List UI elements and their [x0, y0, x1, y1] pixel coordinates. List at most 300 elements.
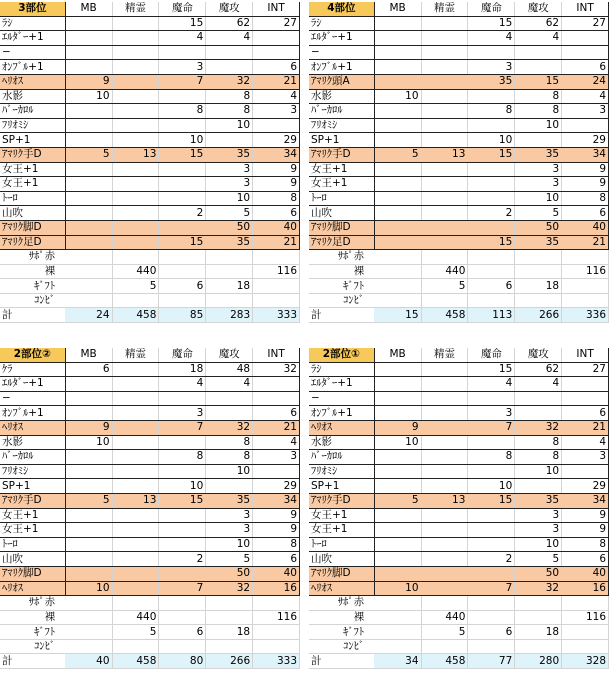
- value-cell[interactable]: 4: [468, 377, 515, 392]
- value-cell[interactable]: 2: [159, 206, 206, 221]
- value-cell[interactable]: 50: [206, 566, 253, 581]
- value-cell[interactable]: 3: [562, 450, 609, 465]
- value-cell[interactable]: 10: [65, 435, 112, 450]
- value-cell[interactable]: [374, 391, 421, 406]
- value-cell[interactable]: [159, 250, 206, 265]
- item-name-cell[interactable]: ｴﾙﾀﾞｰ+1: [0, 31, 65, 46]
- value-cell[interactable]: [65, 235, 112, 250]
- value-cell[interactable]: [421, 596, 468, 611]
- value-cell[interactable]: 10: [515, 191, 562, 206]
- column-header[interactable]: MB: [65, 348, 112, 362]
- item-name-cell[interactable]: SP+1: [0, 479, 65, 494]
- value-cell[interactable]: [159, 162, 206, 177]
- extra-name-cell[interactable]: ｻﾎﾟ赤: [0, 250, 65, 265]
- value-cell[interactable]: [421, 250, 468, 265]
- value-cell[interactable]: 7: [159, 74, 206, 89]
- value-cell[interactable]: 9: [374, 420, 421, 435]
- item-name-cell[interactable]: ｱﾏﾘｸ脚D: [0, 220, 65, 235]
- value-cell[interactable]: [253, 596, 300, 611]
- value-cell[interactable]: 7: [468, 420, 515, 435]
- value-cell[interactable]: [112, 479, 159, 494]
- item-name-cell[interactable]: SP+1: [309, 479, 374, 494]
- value-cell[interactable]: 3: [515, 162, 562, 177]
- value-cell[interactable]: 6: [253, 60, 300, 75]
- item-name-cell[interactable]: ｱﾏﾘｸ頭A: [309, 74, 374, 89]
- item-name-cell[interactable]: 女王+1: [309, 508, 374, 523]
- value-cell[interactable]: 27: [562, 16, 609, 31]
- value-cell[interactable]: 18: [159, 362, 206, 377]
- value-cell[interactable]: 8: [253, 191, 300, 206]
- value-cell[interactable]: 50: [206, 220, 253, 235]
- total-value-cell[interactable]: 458: [112, 308, 159, 323]
- value-cell[interactable]: [65, 264, 112, 279]
- total-value-cell[interactable]: 333: [253, 654, 300, 669]
- column-header[interactable]: MB: [374, 2, 421, 16]
- item-name-cell[interactable]: −: [309, 391, 374, 406]
- value-cell[interactable]: [562, 464, 609, 479]
- value-cell[interactable]: [159, 293, 206, 308]
- item-name-cell[interactable]: ﾌﾘｵﾐｼ: [0, 118, 65, 133]
- value-cell[interactable]: [421, 220, 468, 235]
- value-cell[interactable]: [421, 31, 468, 46]
- total-value-cell[interactable]: 280: [515, 654, 562, 669]
- value-cell[interactable]: [159, 464, 206, 479]
- value-cell[interactable]: [374, 450, 421, 465]
- value-cell[interactable]: [112, 89, 159, 104]
- value-cell[interactable]: [206, 293, 253, 308]
- total-value-cell[interactable]: 283: [206, 308, 253, 323]
- value-cell[interactable]: [468, 610, 515, 625]
- value-cell[interactable]: 15: [468, 147, 515, 162]
- value-cell[interactable]: 8: [468, 104, 515, 119]
- value-cell[interactable]: 50: [515, 220, 562, 235]
- value-cell[interactable]: [562, 293, 609, 308]
- value-cell[interactable]: [421, 133, 468, 148]
- value-cell[interactable]: [112, 133, 159, 148]
- total-value-cell[interactable]: 336: [562, 308, 609, 323]
- value-cell[interactable]: 6: [468, 625, 515, 640]
- value-cell[interactable]: [421, 566, 468, 581]
- value-cell[interactable]: [65, 566, 112, 581]
- value-cell[interactable]: 29: [253, 133, 300, 148]
- value-cell[interactable]: [65, 537, 112, 552]
- value-cell[interactable]: 13: [112, 147, 159, 162]
- value-cell[interactable]: [112, 362, 159, 377]
- value-cell[interactable]: [515, 610, 562, 625]
- value-cell[interactable]: [253, 377, 300, 392]
- value-cell[interactable]: [206, 60, 253, 75]
- item-name-cell[interactable]: ﾌﾘｵﾐｼ: [0, 464, 65, 479]
- value-cell[interactable]: 32: [253, 362, 300, 377]
- item-name-cell[interactable]: SP+1: [0, 133, 65, 148]
- value-cell[interactable]: 8: [515, 104, 562, 119]
- item-name-cell[interactable]: 山吹: [309, 552, 374, 567]
- column-header[interactable]: 魔攻: [515, 348, 562, 362]
- value-cell[interactable]: [468, 264, 515, 279]
- value-cell[interactable]: [206, 596, 253, 611]
- value-cell[interactable]: 6: [468, 279, 515, 294]
- column-header[interactable]: 精霊: [421, 348, 468, 362]
- value-cell[interactable]: [159, 264, 206, 279]
- item-name-cell[interactable]: ｵﾝﾌﾞﾙ+1: [309, 406, 374, 421]
- value-cell[interactable]: [112, 537, 159, 552]
- item-name-cell[interactable]: ｱﾏﾘｸ足D: [0, 235, 65, 250]
- value-cell[interactable]: [159, 177, 206, 192]
- value-cell[interactable]: [65, 293, 112, 308]
- value-cell[interactable]: [112, 420, 159, 435]
- value-cell[interactable]: 50: [515, 566, 562, 581]
- value-cell[interactable]: 440: [421, 264, 468, 279]
- value-cell[interactable]: [65, 639, 112, 654]
- value-cell[interactable]: 116: [253, 264, 300, 279]
- column-header[interactable]: 魔命: [468, 2, 515, 16]
- value-cell[interactable]: [65, 16, 112, 31]
- value-cell[interactable]: [562, 31, 609, 46]
- value-cell[interactable]: [374, 31, 421, 46]
- value-cell[interactable]: 4: [562, 435, 609, 450]
- value-cell[interactable]: [468, 118, 515, 133]
- value-cell[interactable]: 5: [112, 625, 159, 640]
- extra-name-cell[interactable]: ｷﾞﾌﾄ: [0, 279, 65, 294]
- column-header[interactable]: 魔命: [468, 348, 515, 362]
- item-name-cell[interactable]: −: [0, 45, 65, 60]
- item-name-cell[interactable]: 女王+1: [0, 177, 65, 192]
- item-name-cell[interactable]: 水影: [0, 89, 65, 104]
- column-header[interactable]: 精霊: [112, 348, 159, 362]
- value-cell[interactable]: 40: [253, 566, 300, 581]
- value-cell[interactable]: [515, 60, 562, 75]
- value-cell[interactable]: [421, 104, 468, 119]
- value-cell[interactable]: 10: [159, 479, 206, 494]
- item-name-cell[interactable]: ﾊﾞｰｶﾛﾙ: [309, 450, 374, 465]
- value-cell[interactable]: [421, 523, 468, 538]
- value-cell[interactable]: 10: [515, 118, 562, 133]
- value-cell[interactable]: 3: [515, 523, 562, 538]
- value-cell[interactable]: [65, 625, 112, 640]
- total-value-cell[interactable]: 40: [65, 654, 112, 669]
- value-cell[interactable]: [112, 581, 159, 596]
- value-cell[interactable]: [421, 406, 468, 421]
- value-cell[interactable]: 3: [206, 508, 253, 523]
- value-cell[interactable]: 3: [253, 104, 300, 119]
- value-cell[interactable]: 10: [206, 118, 253, 133]
- value-cell[interactable]: [112, 406, 159, 421]
- value-cell[interactable]: 62: [515, 16, 562, 31]
- value-cell[interactable]: 8: [206, 435, 253, 450]
- value-cell[interactable]: [253, 293, 300, 308]
- value-cell[interactable]: [374, 625, 421, 640]
- value-cell[interactable]: 34: [253, 493, 300, 508]
- value-cell[interactable]: [65, 391, 112, 406]
- value-cell[interactable]: 27: [562, 362, 609, 377]
- value-cell[interactable]: 10: [515, 537, 562, 552]
- total-value-cell[interactable]: 80: [159, 654, 206, 669]
- value-cell[interactable]: [112, 104, 159, 119]
- value-cell[interactable]: [159, 118, 206, 133]
- value-cell[interactable]: [421, 479, 468, 494]
- item-name-cell[interactable]: ﾍﾘｵｽ: [0, 420, 65, 435]
- extra-name-cell[interactable]: ｷﾞﾌﾄ: [309, 625, 374, 640]
- value-cell[interactable]: 35: [515, 235, 562, 250]
- value-cell[interactable]: [374, 610, 421, 625]
- value-cell[interactable]: [253, 279, 300, 294]
- item-name-cell[interactable]: 山吹: [0, 552, 65, 567]
- column-header[interactable]: INT: [253, 348, 300, 362]
- value-cell[interactable]: 29: [562, 133, 609, 148]
- value-cell[interactable]: 5: [112, 279, 159, 294]
- value-cell[interactable]: [515, 406, 562, 421]
- item-name-cell[interactable]: 水影: [309, 89, 374, 104]
- value-cell[interactable]: [206, 639, 253, 654]
- item-name-cell[interactable]: ｴﾙﾀﾞｰ+1: [309, 377, 374, 392]
- total-value-cell[interactable]: 113: [468, 308, 515, 323]
- item-name-cell[interactable]: ﾄｰﾛ: [309, 191, 374, 206]
- value-cell[interactable]: 10: [374, 581, 421, 596]
- value-cell[interactable]: [65, 250, 112, 265]
- value-cell[interactable]: 9: [562, 508, 609, 523]
- value-cell[interactable]: [421, 435, 468, 450]
- value-cell[interactable]: 8: [253, 537, 300, 552]
- value-cell[interactable]: 3: [159, 60, 206, 75]
- value-cell[interactable]: [112, 250, 159, 265]
- value-cell[interactable]: [112, 639, 159, 654]
- value-cell[interactable]: 3: [515, 508, 562, 523]
- value-cell[interactable]: [112, 377, 159, 392]
- item-name-cell[interactable]: 女王+1: [309, 523, 374, 538]
- value-cell[interactable]: 16: [253, 581, 300, 596]
- column-header[interactable]: MB: [65, 2, 112, 16]
- value-cell[interactable]: [562, 279, 609, 294]
- item-name-cell[interactable]: ﾄｰﾛ: [309, 537, 374, 552]
- value-cell[interactable]: 6: [253, 406, 300, 421]
- value-cell[interactable]: [112, 220, 159, 235]
- value-cell[interactable]: [562, 118, 609, 133]
- value-cell[interactable]: [253, 250, 300, 265]
- value-cell[interactable]: [468, 89, 515, 104]
- column-header[interactable]: 魔命: [159, 348, 206, 362]
- item-name-cell[interactable]: ﾊﾞｰｶﾛﾙ: [0, 104, 65, 119]
- value-cell[interactable]: [65, 596, 112, 611]
- value-cell[interactable]: 2: [159, 552, 206, 567]
- item-name-cell[interactable]: ｱﾏﾘｸ手D: [0, 147, 65, 162]
- value-cell[interactable]: [515, 596, 562, 611]
- value-cell[interactable]: 6: [562, 552, 609, 567]
- value-cell[interactable]: [65, 552, 112, 567]
- value-cell[interactable]: 440: [112, 610, 159, 625]
- value-cell[interactable]: 4: [159, 31, 206, 46]
- value-cell[interactable]: 5: [206, 552, 253, 567]
- item-name-cell[interactable]: ｵﾝﾌﾞﾙ+1: [0, 60, 65, 75]
- item-name-cell[interactable]: 水影: [0, 435, 65, 450]
- value-cell[interactable]: [374, 133, 421, 148]
- column-header[interactable]: 魔攻: [515, 2, 562, 16]
- value-cell[interactable]: [65, 220, 112, 235]
- value-cell[interactable]: [421, 377, 468, 392]
- value-cell[interactable]: [515, 479, 562, 494]
- value-cell[interactable]: [374, 191, 421, 206]
- value-cell[interactable]: 8: [206, 450, 253, 465]
- panel-title[interactable]: 4部位: [309, 2, 374, 16]
- extra-name-cell[interactable]: 裸: [309, 610, 374, 625]
- value-cell[interactable]: [112, 450, 159, 465]
- value-cell[interactable]: [562, 625, 609, 640]
- value-cell[interactable]: 6: [65, 362, 112, 377]
- column-header[interactable]: INT: [562, 348, 609, 362]
- value-cell[interactable]: 4: [206, 31, 253, 46]
- value-cell[interactable]: 35: [468, 74, 515, 89]
- item-name-cell[interactable]: ﾄｰﾛ: [0, 537, 65, 552]
- value-cell[interactable]: [112, 162, 159, 177]
- value-cell[interactable]: 9: [562, 523, 609, 538]
- value-cell[interactable]: 116: [253, 610, 300, 625]
- value-cell[interactable]: [159, 610, 206, 625]
- value-cell[interactable]: [374, 177, 421, 192]
- total-value-cell[interactable]: 85: [159, 308, 206, 323]
- value-cell[interactable]: 18: [515, 625, 562, 640]
- value-cell[interactable]: 21: [253, 235, 300, 250]
- value-cell[interactable]: [65, 523, 112, 538]
- value-cell[interactable]: 29: [253, 479, 300, 494]
- item-name-cell[interactable]: −: [309, 45, 374, 60]
- value-cell[interactable]: 5: [421, 625, 468, 640]
- value-cell[interactable]: [562, 639, 609, 654]
- value-cell[interactable]: 3: [159, 406, 206, 421]
- value-cell[interactable]: 8: [206, 89, 253, 104]
- value-cell[interactable]: 8: [515, 450, 562, 465]
- value-cell[interactable]: 10: [374, 435, 421, 450]
- value-cell[interactable]: [468, 162, 515, 177]
- value-cell[interactable]: [253, 45, 300, 60]
- value-cell[interactable]: 116: [562, 264, 609, 279]
- item-name-cell[interactable]: ﾄｰﾛ: [0, 191, 65, 206]
- value-cell[interactable]: 16: [562, 581, 609, 596]
- value-cell[interactable]: 13: [112, 493, 159, 508]
- value-cell[interactable]: [562, 250, 609, 265]
- column-header[interactable]: 魔命: [159, 2, 206, 16]
- value-cell[interactable]: [206, 391, 253, 406]
- value-cell[interactable]: 48: [206, 362, 253, 377]
- value-cell[interactable]: [206, 610, 253, 625]
- value-cell[interactable]: [374, 16, 421, 31]
- value-cell[interactable]: [374, 377, 421, 392]
- item-name-cell[interactable]: ﾍﾘｵｽ: [0, 74, 65, 89]
- value-cell[interactable]: [374, 537, 421, 552]
- total-value-cell[interactable]: 266: [515, 308, 562, 323]
- value-cell[interactable]: 35: [515, 147, 562, 162]
- value-cell[interactable]: 8: [562, 191, 609, 206]
- value-cell[interactable]: 5: [515, 552, 562, 567]
- extra-name-cell[interactable]: ｺﾝﾋﾞ: [309, 293, 374, 308]
- item-name-cell[interactable]: ﾊﾞｰｶﾛﾙ: [0, 450, 65, 465]
- value-cell[interactable]: 21: [253, 420, 300, 435]
- value-cell[interactable]: 6: [562, 60, 609, 75]
- value-cell[interactable]: [253, 31, 300, 46]
- total-value-cell[interactable]: 15: [374, 308, 421, 323]
- value-cell[interactable]: 3: [206, 523, 253, 538]
- item-name-cell[interactable]: ﾍﾘｵｽ: [309, 581, 374, 596]
- value-cell[interactable]: [468, 191, 515, 206]
- value-cell[interactable]: [253, 118, 300, 133]
- value-cell[interactable]: 9: [253, 162, 300, 177]
- value-cell[interactable]: [374, 118, 421, 133]
- value-cell[interactable]: [159, 220, 206, 235]
- value-cell[interactable]: [159, 537, 206, 552]
- value-cell[interactable]: 8: [515, 435, 562, 450]
- column-header[interactable]: MB: [374, 348, 421, 362]
- value-cell[interactable]: 440: [421, 610, 468, 625]
- value-cell[interactable]: [112, 293, 159, 308]
- value-cell[interactable]: 32: [206, 74, 253, 89]
- value-cell[interactable]: [468, 220, 515, 235]
- extra-name-cell[interactable]: 裸: [0, 610, 65, 625]
- value-cell[interactable]: [374, 250, 421, 265]
- value-cell[interactable]: 8: [159, 104, 206, 119]
- item-name-cell[interactable]: 水影: [309, 435, 374, 450]
- value-cell[interactable]: [374, 293, 421, 308]
- value-cell[interactable]: 5: [374, 147, 421, 162]
- value-cell[interactable]: 6: [159, 279, 206, 294]
- item-name-cell[interactable]: ｱﾏﾘｸ足D: [309, 235, 374, 250]
- value-cell[interactable]: [65, 508, 112, 523]
- value-cell[interactable]: 18: [206, 279, 253, 294]
- extra-name-cell[interactable]: ｻﾎﾟ赤: [309, 596, 374, 611]
- item-name-cell[interactable]: ｱﾏﾘｸ手D: [309, 493, 374, 508]
- value-cell[interactable]: 116: [562, 610, 609, 625]
- value-cell[interactable]: [421, 118, 468, 133]
- value-cell[interactable]: 5: [206, 206, 253, 221]
- value-cell[interactable]: 32: [515, 420, 562, 435]
- value-cell[interactable]: [374, 279, 421, 294]
- column-header[interactable]: 魔攻: [206, 2, 253, 16]
- value-cell[interactable]: [159, 566, 206, 581]
- value-cell[interactable]: 5: [65, 147, 112, 162]
- total-value-cell[interactable]: 266: [206, 654, 253, 669]
- value-cell[interactable]: [159, 89, 206, 104]
- value-cell[interactable]: [421, 74, 468, 89]
- value-cell[interactable]: 8: [515, 89, 562, 104]
- value-cell[interactable]: [374, 464, 421, 479]
- item-name-cell[interactable]: ﾗｼ: [309, 362, 374, 377]
- panel-title[interactable]: 2部位①: [309, 348, 374, 362]
- total-value-cell[interactable]: 34: [374, 654, 421, 669]
- value-cell[interactable]: [421, 177, 468, 192]
- value-cell[interactable]: [112, 464, 159, 479]
- item-name-cell[interactable]: ｵﾝﾌﾞﾙ+1: [309, 60, 374, 75]
- value-cell[interactable]: [468, 293, 515, 308]
- value-cell[interactable]: 62: [515, 362, 562, 377]
- value-cell[interactable]: 5: [65, 493, 112, 508]
- value-cell[interactable]: [206, 250, 253, 265]
- value-cell[interactable]: [515, 391, 562, 406]
- value-cell[interactable]: 440: [112, 264, 159, 279]
- value-cell[interactable]: 15: [159, 235, 206, 250]
- value-cell[interactable]: [65, 279, 112, 294]
- value-cell[interactable]: 10: [206, 537, 253, 552]
- value-cell[interactable]: 13: [421, 147, 468, 162]
- total-label[interactable]: 計: [0, 654, 65, 669]
- value-cell[interactable]: 10: [206, 191, 253, 206]
- value-cell[interactable]: [112, 16, 159, 31]
- value-cell[interactable]: 4: [515, 31, 562, 46]
- value-cell[interactable]: 40: [253, 220, 300, 235]
- value-cell[interactable]: 15: [468, 16, 515, 31]
- value-cell[interactable]: [112, 45, 159, 60]
- value-cell[interactable]: [468, 435, 515, 450]
- value-cell[interactable]: 35: [206, 235, 253, 250]
- item-name-cell[interactable]: ｴﾙﾀﾞｰ+1: [0, 377, 65, 392]
- value-cell[interactable]: 34: [562, 493, 609, 508]
- value-cell[interactable]: 29: [562, 479, 609, 494]
